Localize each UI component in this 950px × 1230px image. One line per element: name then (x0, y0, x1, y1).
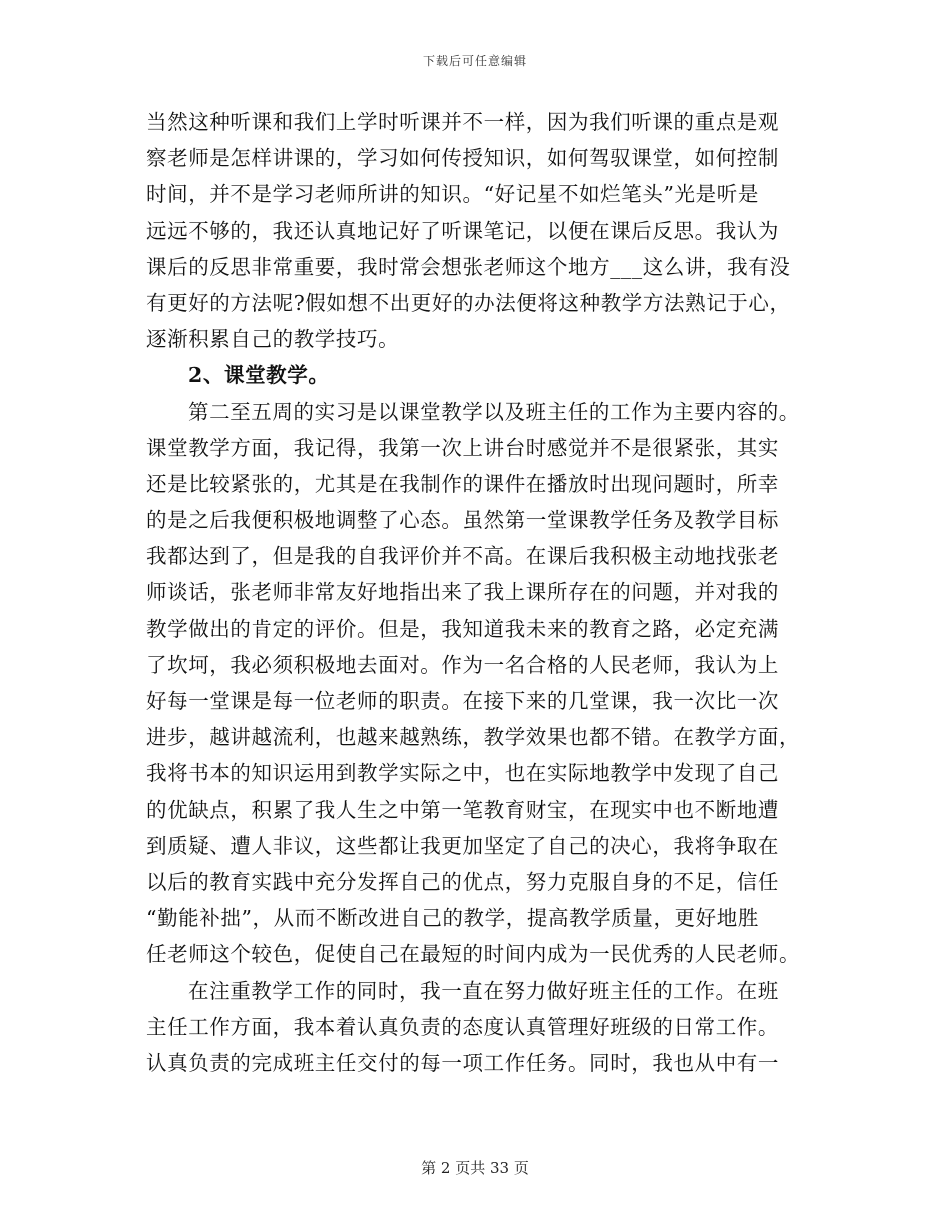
text-line: 任老师这个较色，促使自己在最短的时间内成为一民优秀的人民老师。 (146, 942, 801, 967)
page-number-footer: 第 2 页共 33 页 (421, 1159, 529, 1177)
text-line: 在注重教学工作的同时，我一直在努力做好班主任的工作。在班 (188, 978, 779, 1003)
text-line: 有更好的方法呢?假如想不出更好的办法便将这种教学方法熟记于心， (146, 290, 791, 315)
section-heading: 2、课堂教学。 (188, 363, 330, 388)
text-line: 进步，越讲越流利，也越来越熟练，教学效果也都不错。在教学方面， (146, 725, 801, 750)
text-line: 课后的反思非常重要，我时常会想张老师这个地方___这么讲，我有没 (146, 254, 791, 279)
page-header: 下载后可任意编辑 (422, 54, 527, 68)
text-line: 认真负责的完成班主任交付的每一项工作任务。同时，我也从中有一 (146, 1050, 779, 1075)
text-line: 的优缺点，积累了我人生之中第一笔教育财宝，在现实中也不断地遭 (146, 797, 779, 822)
text-line: 了坎坷，我必须积极地去面对。作为一名合格的人民老师，我认为上 (146, 652, 779, 677)
text-line: 到质疑、遭人非议，这些都让我更加坚定了自己的决心，我将争取在 (146, 833, 779, 858)
text-line: 师谈话，张老师非常友好地指出来了我上课所存在的问题，并对我的 (146, 580, 779, 605)
text-line: 时间，并不是学习老师所讲的知识。“好记星不如烂笔头”光是听是 (146, 182, 759, 207)
text-line: 我都达到了，但是我的自我评价并不高。在课后我积极主动地找张老 (146, 544, 779, 569)
text-line: 逐渐积累自己的教学技巧。 (146, 327, 400, 352)
text-line: 还是比较紧张的，尤其是在我制作的课件在播放时出现问题时，所幸 (146, 471, 779, 496)
document-body (146, 104, 812, 1081)
text-line: 第二至五周的实习是以课堂教学以及班主任的工作为主要内容的。 (188, 399, 800, 424)
text-line: 察老师是怎样讲课的，学习如何传授知识，如何驾驭课堂，如何控制 (146, 146, 779, 171)
text-line: 我将书本的知识运用到教学实际之中，也在实际地教学中发现了自己 (146, 761, 779, 786)
text-line: 当然这种听课和我们上学时听课并不一样，因为我们听课的重点是观 (146, 110, 779, 134)
text-line: 课堂教学方面，我记得，我第一次上讲台时感觉并不是很紧张，其实 (146, 435, 779, 460)
text-line: “勤能补拙”，从而不断改进自己的教学，提高教学质量，更好地胜 (146, 906, 759, 931)
text-line: 远远不够的，我还认真地记好了听课笔记，以便在课后反思。我认为 (146, 218, 779, 243)
text-line: 以后的教育实践中充分发挥自己的优点，努力克服自身的不足，信任 (146, 869, 779, 894)
text-line: 的是之后我便积极地调整了心态。虽然第一堂课教学任务及教学目标 (146, 508, 779, 533)
text-line: 教学做出的肯定的评价。但是，我知道我未来的教育之路，必定充满 (146, 616, 779, 641)
text-line: 主任工作方面，我本着认真负责的态度认真管理好班级的日常工作。 (146, 1014, 779, 1039)
text-line: 好每一堂课是每一位老师的职责。在接下来的几堂课，我一次比一次 (146, 689, 779, 713)
